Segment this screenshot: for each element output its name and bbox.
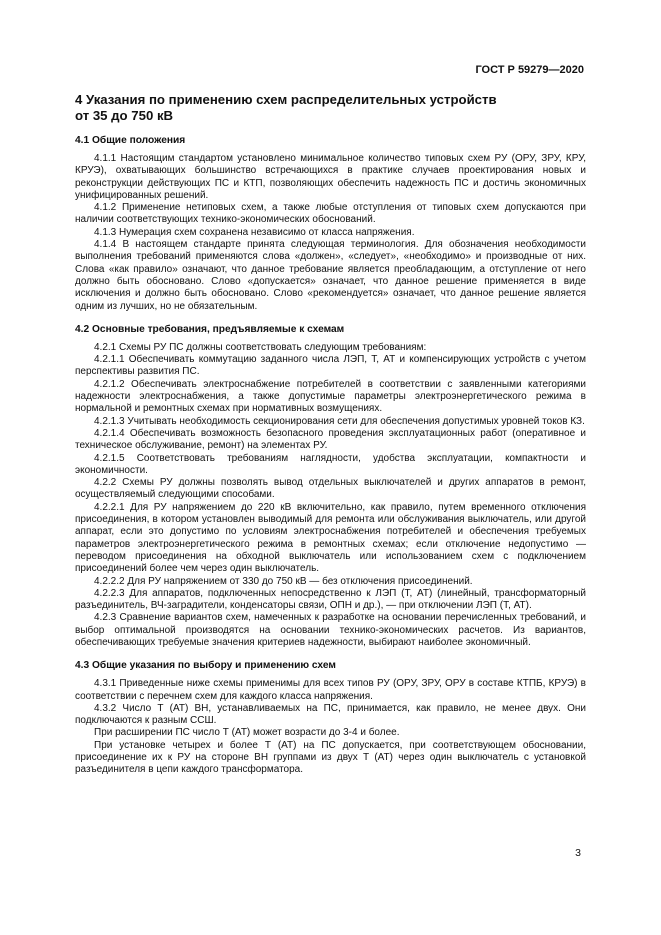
chapter-title-line-2: от 35 до 750 кВ <box>75 108 174 123</box>
section-heading: 4.3 Общие указания по выбору и применению схем <box>75 660 336 672</box>
paragraph: 4.1.2 Применение нетиповых схем, а также любые отступления от типовых схем допускаются при наличии соответствующих технико-экономических обоснований. <box>75 202 586 226</box>
document-code: ГОСТ Р 59279—2020 <box>475 64 584 76</box>
paragraph: 4.2.1.4 Обеспечивать возможность безопасного проведения эксплуатационных работ (оперативное и техническое обслуживание, ремонт) на элементах РУ. <box>75 427 586 452</box>
paragraph: 4.2.3 Сравнение вариантов схем, намеченных к разработке на основании перечисленных требований, и выбор оптимальной производятся на основании технико-экономических расчетов. Из вариантов, обеспечивающих требуемые значения критериев надежности, выбирают наиболее экономичный. <box>75 612 586 648</box>
paragraph: 4.3.2 Число Т (АТ) ВН, устанавливаемых на ПС, принимается, как правило, не менее двух. Они подключаются к разным ССШ. <box>75 702 586 727</box>
paragraph: 4.2.2.2 Для РУ напряжением от 330 до 750 кВ — без отключения присоединений. <box>94 575 473 587</box>
section-4-1 <box>75 134 586 313</box>
section-4-3 <box>75 659 586 776</box>
paragraph: 4.2.1.5 Соответствовать требованиям наглядности, удобства эксплуатации, компактности и экономичности. <box>75 452 586 476</box>
paragraph: 4.2.2.1 Для РУ напряжением до 220 кВ включительно, как правило, путем временного отключения присоединения, в котором установлен выводимый для ремонта или обслуживания выключатель, или другой аппарат, если это допустимо по условиям электроснабжения потребителей и обеспечения требуемых параметров электроэнергетического режима в ремонтных схемах; если отключение недопустимо — переводом присоединения на обходной выключатель или использованием схем с подключением присоединений более чем через один выключатель. <box>75 501 586 575</box>
paragraph: 4.1.4 В настоящем стандарте принята следующая терминология. Для обозначения необходимости выполнения требований применяются слова «должен», «следует», «необходимо» и производные от них. Слова «как правило» означают, что данное требование является преобладающим, а отступление от него должно быть обосновано. Слово «допускается» означает, что данное решение применяется в виде исключения и должно быть обосновано. Слово «рекомендуется» означает, что данное решение является одним из лучших, но не обязательным. <box>75 239 586 312</box>
paragraph: 4.2.1.1 Обеспечивать коммутацию заданного числа ЛЭП, Т, АТ и компенсирующих устройств с учетом перспективы развития ПС. <box>75 354 586 378</box>
chapter-title-line-1: 4 Указания по применению схем распределительных устройств <box>75 92 497 107</box>
section-heading: 4.2 Основные требования, предъявляемые к схемам <box>75 323 345 335</box>
paragraph: 4.1.1 Настоящим стандартом установлено минимальное количество типовых схем РУ (ОРУ, ЗРУ, КРУ, КРУЭ), охватывающих большинство встречающихся в практике случаев проектирования новых и реконструкции действующих ПС и КТП, позволяющих обеспечить надежность ПС и достичь экономичных унифицированных решений. <box>75 153 586 201</box>
page-number: 3 <box>575 847 581 859</box>
paragraph: При установке четырех и более Т (АТ) на ПС допускается, при соответствующем обосновании, присоединение их к РУ на стороне ВН группами из двух Т (АТ) через один выключатель с установкой разъединителя в цепи каждого трансформатора. <box>75 739 586 776</box>
paragraph: 4.1.3 Нумерация схем сохранена независимо от класса напряжения. <box>94 226 415 238</box>
paragraph: 4.2.1.3 Учитывать необходимость секционирования сети для обеспечения допустимых уровней токов КЗ. <box>94 415 585 427</box>
chapter-title <box>75 92 586 124</box>
section-4-2 <box>75 323 586 649</box>
paragraph: 4.3.1 Приведенные ниже схемы применимы для всех типов РУ (ОРУ, ЗРУ, ОРУ в составе КТПБ, КРУЭ) в соответствии с перечнем схем для каждого класса напряжения. <box>75 678 586 702</box>
paragraph: 4.2.2 Схемы РУ должны позволять вывод отдельных выключателей и других аппаратов в ремонт, осуществляемый следующими способами. <box>75 477 586 501</box>
paragraph: 4.2.1.2 Обеспечивать электроснабжение потребителей в соответствии с заявленными категориями надежности электроснабжения, а также допустимые параметры электроэнергетического режима в нормальной и ремонтных схемах при нормативных возмущениях. <box>75 378 586 415</box>
paragraph: При расширении ПС число Т (АТ) может возрасти до 3-4 и более. <box>94 727 400 739</box>
paragraph: 4.2.1 Схемы РУ ПС должны соответствовать следующим требованиям: <box>94 341 427 353</box>
paragraph: 4.2.2.3 Для аппаратов, подключенных непосредственно к ЛЭП (Т, АТ) (линейный, трансформаторный разъединитель, ВЧ-заградители, конденсаторы связи, ОПН и др.), — при отключении ЛЭП (Т, АТ). <box>75 587 586 612</box>
section-heading: 4.1 Общие положения <box>75 135 186 146</box>
page-content <box>75 92 586 777</box>
